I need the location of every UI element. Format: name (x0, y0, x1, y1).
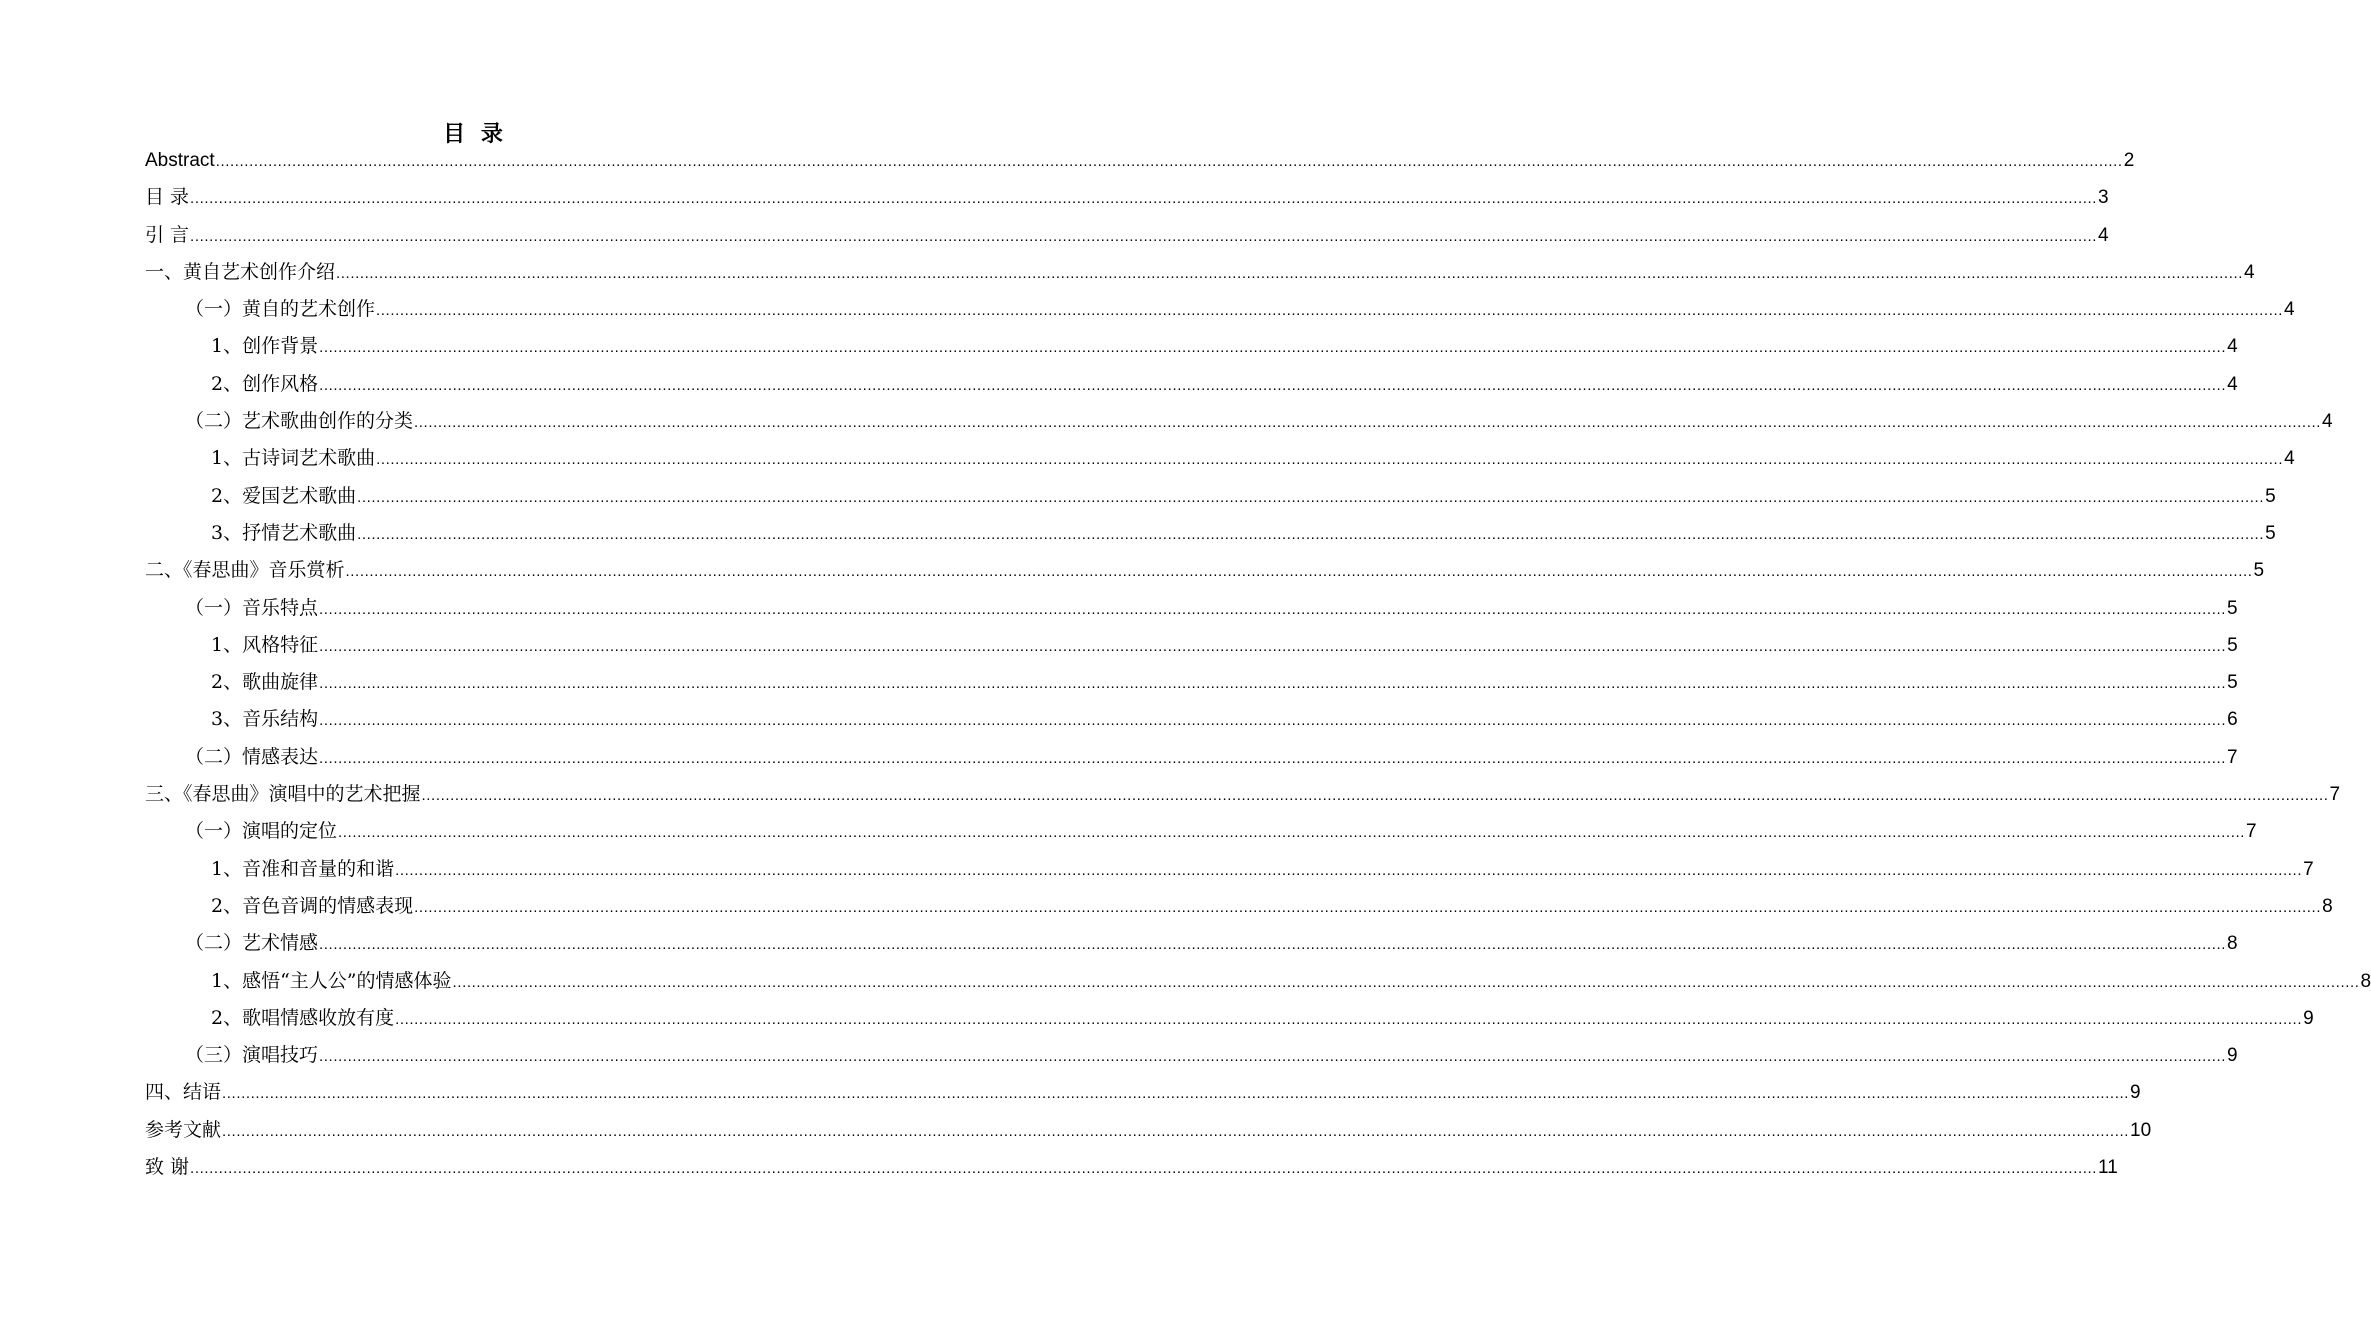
toc-page-number: 5 (2265, 522, 2276, 544)
toc-page-number: 7 (2303, 858, 2314, 880)
toc-page-number: 10 (2130, 1119, 2152, 1141)
toc-entry-text: （一）演唱的定位 (185, 820, 338, 843)
toc-entry[interactable] (145, 701, 2238, 738)
toc-dot-leader: ................................................................................................................................................................................................................................................................................................................................................................................................................ (319, 1048, 2227, 1066)
toc-entry-text: 2、歌曲旋律 (211, 671, 319, 694)
toc-dot-leader: ................................................................................................................................................................................................................................................................................................................................................................................................................ (357, 525, 2265, 543)
toc-entry[interactable] (145, 925, 2238, 962)
toc-entry[interactable] (145, 664, 2238, 701)
toc-dot-leader: ................................................................................................................................................................................................................................................................................................................................................................................................................ (319, 376, 2227, 394)
toc-entry[interactable] (145, 142, 2135, 179)
toc-page-number: 4 (2098, 224, 2109, 246)
toc-entry[interactable] (145, 590, 2238, 627)
toc-dot-leader: ................................................................................................................................................................................................................................................................................................................................................................................................................ (452, 973, 2360, 991)
toc-entry[interactable] (145, 440, 2295, 477)
toc-dot-leader: ................................................................................................................................................................................................................................................................................................................................................................................................................ (376, 451, 2284, 469)
toc-entry-text: 2、创作风格 (211, 372, 319, 395)
toc-dot-leader: ................................................................................................................................................................................................................................................................................................................................................................................................................ (414, 414, 2322, 432)
toc-entry[interactable] (145, 403, 2333, 440)
toc-page-number: 5 (2265, 485, 2276, 507)
toc-dot-leader: ................................................................................................................................................................................................................................................................................................................................................................................................................ (395, 861, 2303, 879)
toc-dot-leader: ................................................................................................................................................................................................................................................................................................................................................................................................................ (222, 1085, 2130, 1103)
toc-entry[interactable] (145, 515, 2276, 552)
toc-dot-leader: ................................................................................................................................................................................................................................................................................................................................................................................................................ (395, 1010, 2303, 1028)
toc-entry-text: （一）音乐特点 (185, 596, 319, 619)
toc-page-number: 2 (2123, 150, 2135, 171)
toc-entry-text: （二）艺术歌曲创作的分类 (185, 410, 414, 433)
table-of-contents (145, 142, 2371, 1186)
toc-entry[interactable] (145, 366, 2238, 403)
toc-page-number: 4 (2284, 448, 2295, 470)
toc-page-number: 5 (2227, 597, 2238, 619)
page-title: 目 录 (443, 122, 507, 147)
toc-dot-leader: ................................................................................................................................................................................................................................................................................................................................................................................................................ (338, 824, 2246, 842)
toc-page-number: 3 (2098, 187, 2109, 209)
toc-dot-leader: ................................................................................................................................................................................................................................................................................................................................................................................................................ (190, 227, 2098, 245)
toc-dot-leader: ................................................................................................................................................................................................................................................................................................................................................................................................................ (215, 153, 2123, 170)
toc-entry[interactable] (145, 627, 2238, 664)
toc-page-number: 4 (2227, 336, 2238, 358)
toc-entry-text: 一、黄自艺术创作介绍 (145, 260, 336, 283)
toc-dot-leader: ................................................................................................................................................................................................................................................................................................................................................................................................................ (357, 488, 2265, 506)
toc-dot-leader: ................................................................................................................................................................................................................................................................................................................................................................................................................ (319, 936, 2227, 954)
toc-dot-leader: ................................................................................................................................................................................................................................................................................................................................................................................................................ (319, 339, 2227, 357)
toc-entry-text: （二）情感表达 (185, 745, 319, 768)
toc-entry-text: 2、歌唱情感收放有度 (211, 1006, 395, 1029)
toc-entry[interactable] (145, 217, 2109, 254)
toc-dot-leader: ................................................................................................................................................................................................................................................................................................................................................................................................................ (345, 563, 2253, 581)
toc-page-number: 8 (2322, 895, 2333, 917)
toc-entry[interactable] (145, 776, 2341, 813)
toc-dot-leader: ................................................................................................................................................................................................................................................................................................................................................................................................................ (319, 637, 2227, 655)
toc-entry-text: 2、音色音调的情感表现 (211, 894, 414, 917)
toc-page-number: 8 (2360, 970, 2371, 992)
toc-entry-text: 3、抒情艺术歌曲 (211, 521, 357, 544)
toc-dot-leader: ................................................................................................................................................................................................................................................................................................................................................................................................................ (376, 302, 2284, 320)
toc-page-number: 4 (2227, 373, 2238, 395)
toc-page-number: 4 (2284, 299, 2295, 321)
toc-dot-leader: ................................................................................................................................................................................................................................................................................................................................................................................................................ (421, 787, 2329, 805)
toc-dot-leader: ................................................................................................................................................................................................................................................................................................................................................................................................................ (190, 1160, 2098, 1178)
toc-dot-leader: ................................................................................................................................................................................................................................................................................................................................................................................................................ (319, 712, 2227, 730)
toc-entry[interactable] (145, 1149, 2118, 1186)
toc-entry[interactable] (145, 1074, 2141, 1111)
toc-entry-text: （一）黄自的艺术创作 (185, 298, 376, 321)
toc-entry-text: 1、感悟“主人公”的情感体验 (211, 969, 452, 992)
toc-entry[interactable] (145, 963, 2371, 1000)
toc-entry[interactable] (145, 179, 2109, 216)
toc-page-number: 5 (2253, 560, 2265, 582)
toc-dot-leader: ................................................................................................................................................................................................................................................................................................................................................................................................................ (190, 190, 2098, 208)
toc-entry[interactable] (145, 552, 2265, 589)
toc-entry-text: 四、结语 (145, 1081, 222, 1104)
toc-entry[interactable] (145, 813, 2257, 850)
toc-page-number: 7 (2246, 821, 2257, 843)
toc-entry[interactable] (145, 328, 2238, 365)
toc-page-number: 9 (2303, 1007, 2314, 1029)
toc-entry[interactable] (145, 1112, 2152, 1149)
toc-page-number: 9 (2130, 1082, 2141, 1104)
toc-page-number: 4 (2244, 261, 2255, 283)
toc-page-number: 9 (2227, 1045, 2238, 1067)
toc-entry-text: 二、《春思曲》音乐赏析 (145, 559, 345, 582)
toc-entry[interactable] (145, 254, 2255, 291)
toc-page-number: 11 (2098, 1157, 2118, 1179)
toc-page-number: 5 (2227, 634, 2238, 656)
toc-entry[interactable] (145, 1037, 2238, 1074)
toc-entry[interactable] (145, 851, 2314, 888)
toc-entry-text: 致 谢 (145, 1156, 190, 1179)
toc-entry[interactable] (145, 739, 2238, 776)
toc-page-number: 8 (2227, 933, 2238, 955)
toc-dot-leader: ................................................................................................................................................................................................................................................................................................................................................................................................................ (319, 600, 2227, 618)
toc-entry[interactable] (145, 888, 2333, 925)
toc-entry-text: （三）演唱技巧 (185, 1044, 319, 1067)
toc-page-number: 7 (2329, 784, 2341, 806)
toc-dot-leader: ................................................................................................................................................................................................................................................................................................................................................................................................................ (319, 749, 2227, 767)
toc-entry[interactable] (145, 291, 2295, 328)
toc-entry-text: 3、音乐结构 (211, 708, 319, 731)
toc-entry-text: 目 录 (145, 186, 190, 209)
toc-page-number: 6 (2227, 709, 2238, 731)
toc-entry-text: （二）艺术情感 (185, 932, 319, 955)
toc-entry[interactable] (145, 478, 2276, 515)
toc-page-number: 7 (2227, 746, 2238, 768)
toc-entry-text: 1、古诗词艺术歌曲 (211, 447, 376, 470)
toc-entry-text: 引 言 (145, 223, 190, 246)
toc-entry-text: 1、风格特征 (211, 633, 319, 656)
toc-entry-text: 1、创作背景 (211, 335, 319, 358)
toc-page-number: 5 (2227, 672, 2238, 694)
toc-entry-text: 三、《春思曲》演唱中的艺术把握 (145, 783, 421, 806)
toc-entry-text: Abstract (145, 150, 215, 171)
toc-page-number: 4 (2322, 411, 2333, 433)
toc-entry-text: 2、爱国艺术歌曲 (211, 484, 357, 507)
toc-dot-leader: ................................................................................................................................................................................................................................................................................................................................................................................................................ (336, 264, 2244, 282)
toc-dot-leader: ................................................................................................................................................................................................................................................................................................................................................................................................................ (319, 675, 2227, 693)
toc-entry[interactable] (145, 1000, 2314, 1037)
toc-dot-leader: ................................................................................................................................................................................................................................................................................................................................................................................................................ (222, 1122, 2130, 1140)
toc-entry-text: 1、音准和音量的和谐 (211, 857, 395, 880)
toc-dot-leader: ................................................................................................................................................................................................................................................................................................................................................................................................................ (414, 898, 2322, 916)
toc-entry-text: 参考文献 (145, 1118, 222, 1141)
